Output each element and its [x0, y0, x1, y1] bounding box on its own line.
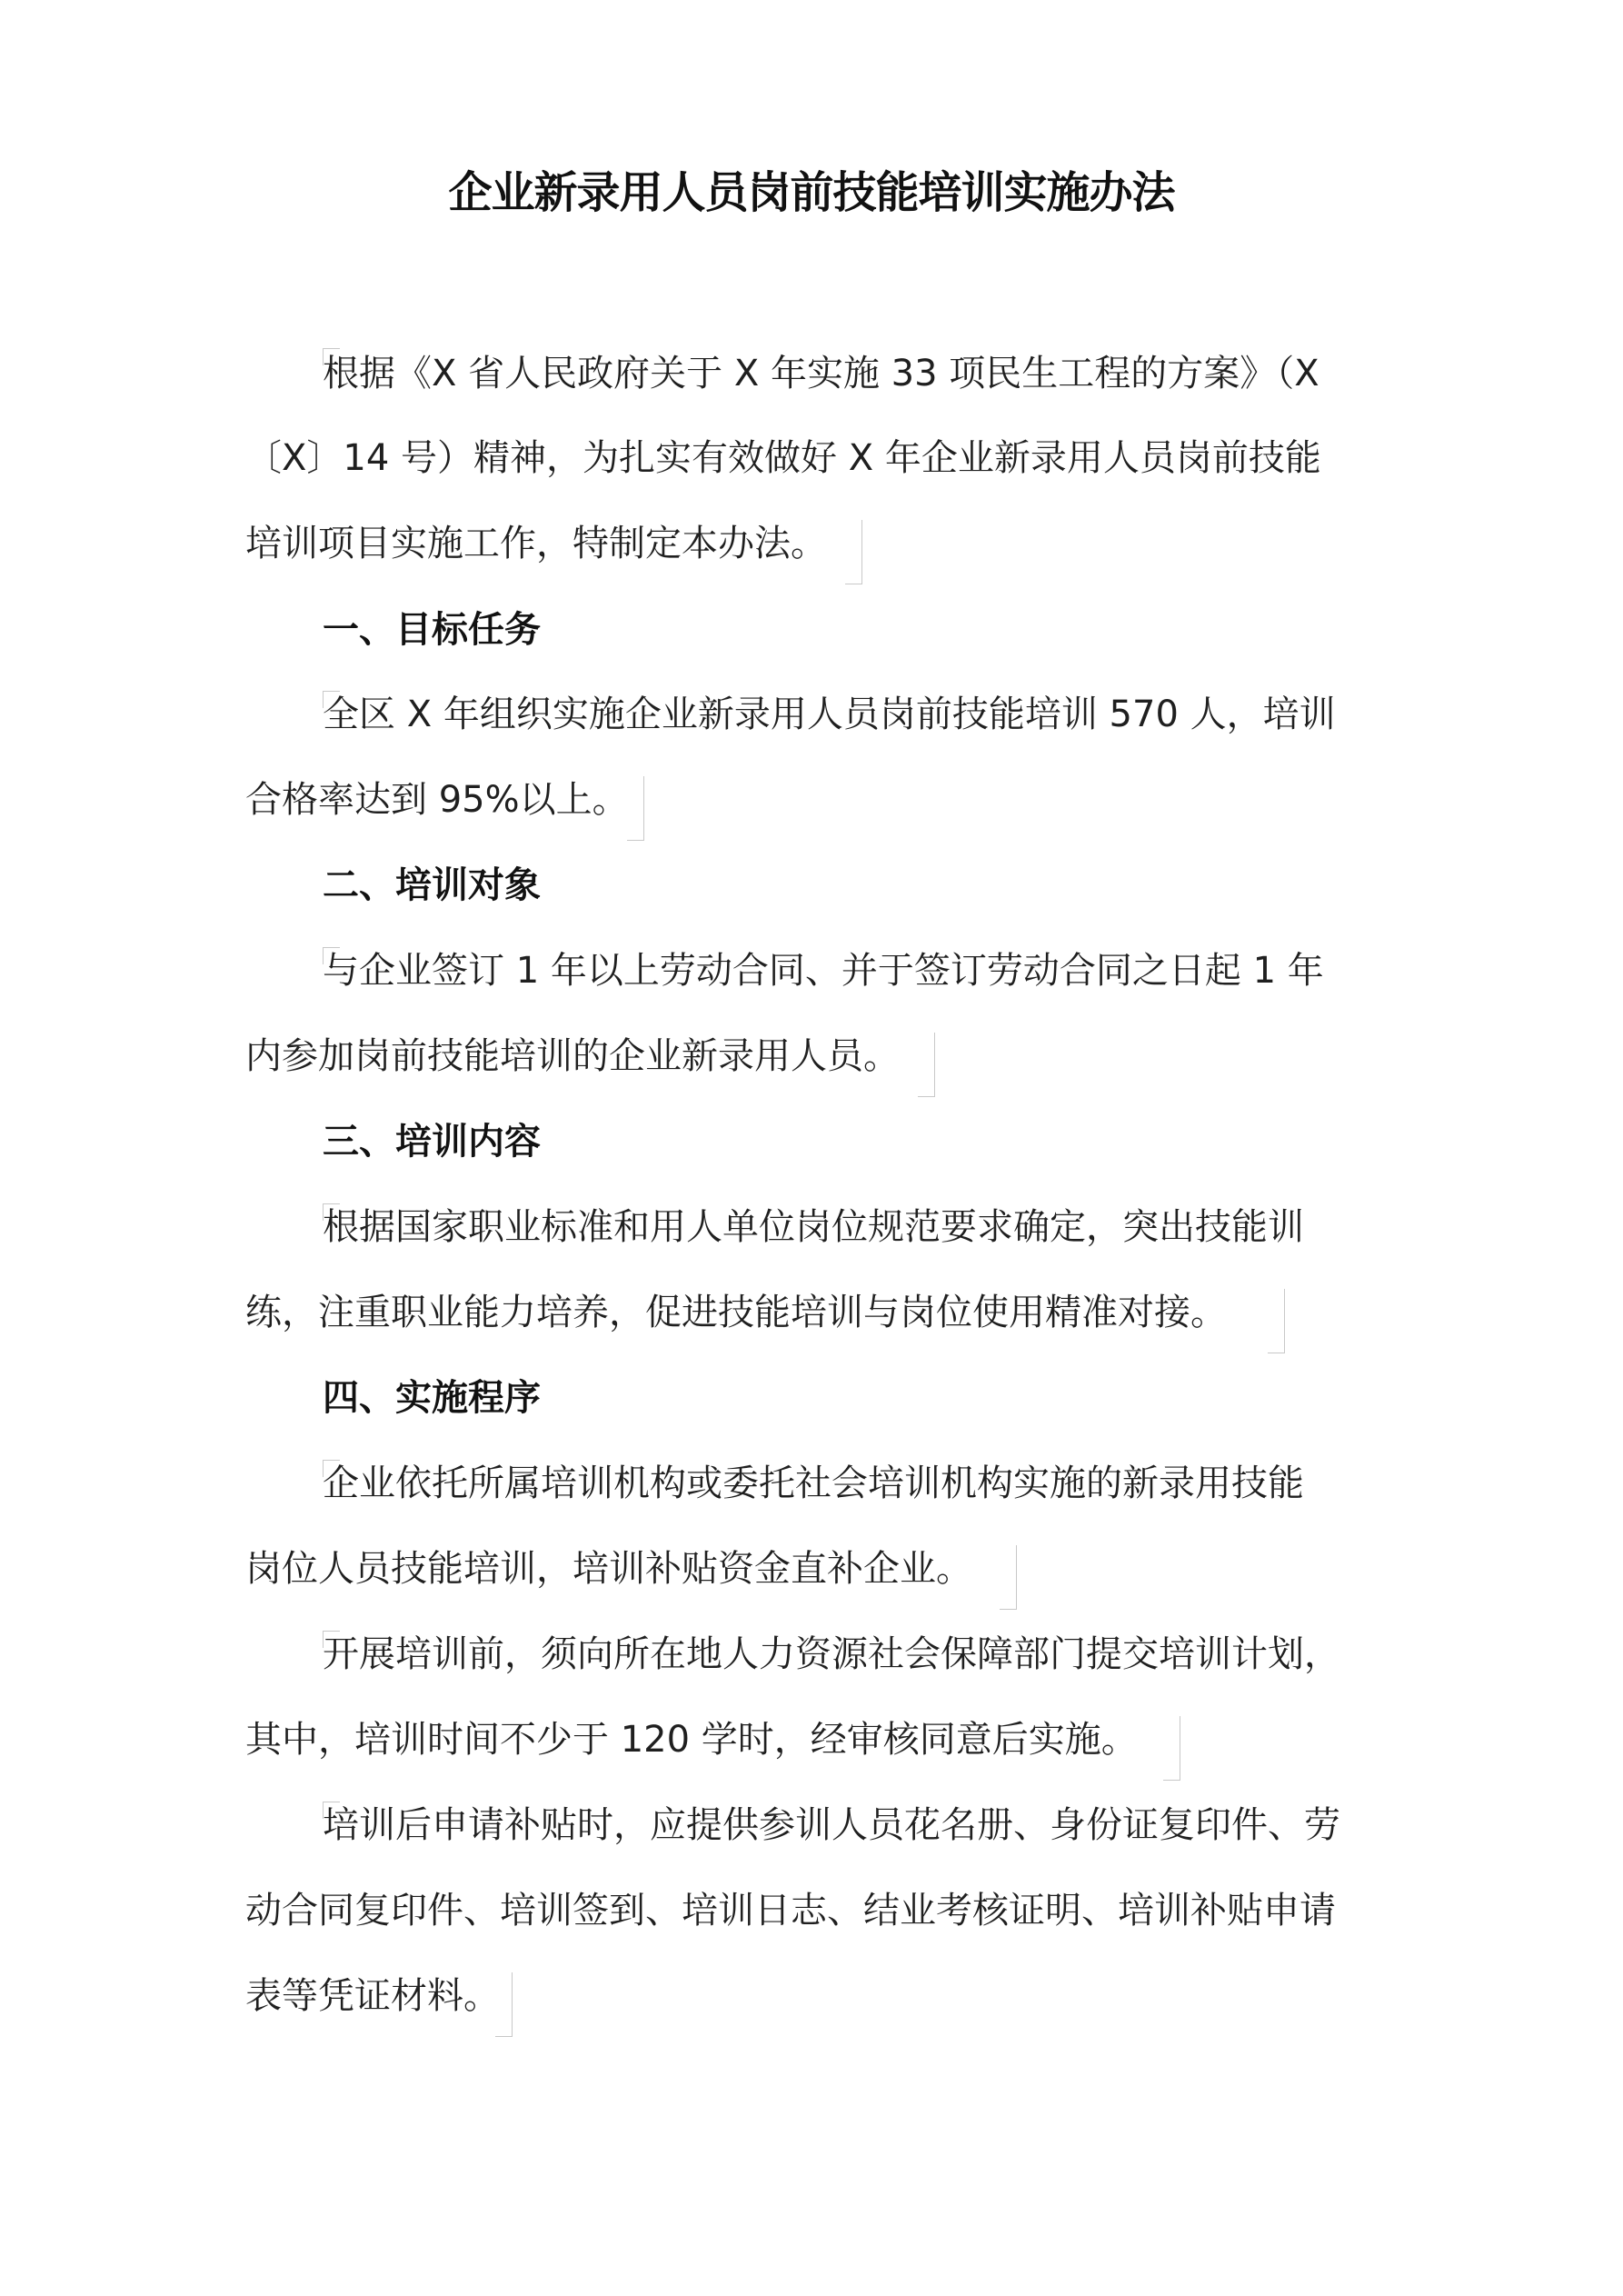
paragraph-line: 岗位人员技能培训，培训补贴资金直补企业。 [245, 1548, 972, 1590]
section-heading: 三、培训内容 [323, 1121, 541, 1163]
paragraph-line: 培训后申请补贴时，应提供参训人员花名册、身份证复印件、劳 [323, 1804, 1340, 1846]
paragraph-line: 〔X〕14 号）精神，为扎实有效做好 X 年企业新录用人员岗前技能 [245, 437, 1321, 479]
paragraph-end-mark [495, 1972, 513, 2037]
section-heading: 四、实施程序 [323, 1377, 541, 1419]
paragraph-end-mark [918, 1033, 935, 1097]
paragraph-line: 培训项目实施工作，特制定本办法。 [245, 523, 827, 564]
section-heading: 二、培训对象 [323, 864, 541, 906]
paragraph-line: 动合同复印件、培训签到、培训日志、结业考核证明、培训补贴申请 [245, 1890, 1336, 1932]
paragraph-end-mark [1000, 1545, 1017, 1610]
paragraph-line: 开展培训前，须向所在地人力资源社会保障部门提交培训计划， [323, 1633, 1340, 1675]
paragraph-end-mark [845, 520, 862, 584]
section-heading: 一、目标任务 [323, 609, 541, 651]
paragraph-line: 内参加岗前技能培训的企业新录用人员。 [245, 1035, 900, 1077]
paragraph-line: 企业依托所属培训机构或委托社会培训机构实施的新录用技能 [323, 1462, 1304, 1504]
paragraph-end-mark [1268, 1289, 1285, 1353]
paragraph-line: 根据《X 省人民政府关于 X 年实施 33 项民生工程的方案》（X [323, 353, 1319, 394]
paragraph-line: 根据国家职业标准和用人单位岗位规范要求确定，突出技能训 [323, 1206, 1304, 1248]
paragraph-line: 全区 X 年组织实施企业新录用人员岗前技能培训 570 人，培训 [323, 694, 1336, 735]
paragraph-line: 合格率达到 95%以上。 [245, 779, 629, 821]
paragraph-end-mark [1163, 1716, 1180, 1781]
paragraph-line: 其中，培训时间不少于 120 学时，经审核同意后实施。 [245, 1719, 1138, 1761]
paragraph-line: 练，注重职业能力培养，促进技能培训与岗位使用精准对接。 [245, 1292, 1227, 1333]
paragraph-line: 与企业签订 1 年以上劳动合同、并于签订劳动合同之日起 1 年 [323, 950, 1324, 992]
document-title: 企业新录用人员岗前技能培训实施办法 [448, 167, 1175, 218]
paragraph-line: 表等凭证材料。 [245, 1975, 500, 2017]
paragraph-end-mark [627, 776, 644, 841]
